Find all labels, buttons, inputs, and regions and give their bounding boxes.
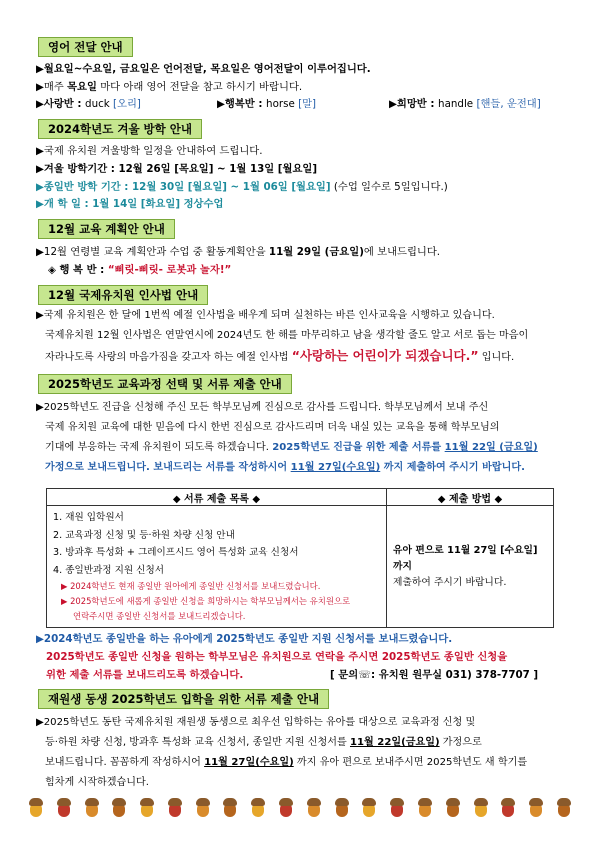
winter-intro: ▶국제 유치원 겨울방학 일정을 안내하여 드립니다. (36, 145, 263, 157)
acorn-icon (56, 798, 72, 818)
class-love-word: ▶사랑반 : duck [오리] (36, 98, 141, 110)
acorn-icon (306, 798, 322, 818)
acorn-icon (556, 798, 572, 818)
acorn-icon (361, 798, 377, 818)
class-hope-word: ▶희망반 : handle [핸들, 운전대] (389, 98, 541, 110)
contact-phone: [ 문의☏: 유치원 원무실 031) 378-7707 ] (330, 669, 539, 681)
submission-method: 유아 편으로 11월 27일 [수요일] 까지 제출하여 주시기 바랍니다. (387, 506, 554, 628)
document-list (47, 506, 387, 628)
acorn-icon (167, 798, 183, 818)
acorn-icon (389, 798, 405, 818)
list-item: 3. 방과후 특성화 + 그레이프시드 영어 특성화 교육 신청서 (53, 547, 299, 558)
acorn-icon (500, 798, 516, 818)
documents-table (46, 488, 554, 628)
afterschool-sent-notice: ▶2024학년도 종일반을 하는 유아에게 2025학년도 종일반 지원 신청서를 보내드렸습니다. (36, 633, 453, 645)
acorn-icon (334, 798, 350, 818)
afterschool-vacation-period: ▶종일반 방학 기간 : 12월 30일 [월요일] ~ 1월 06일 [월요일] (수업 일수로 5일입니다.) (36, 181, 448, 193)
curriculum-text: ▶2025학년도 진급을 신청해 주신 모든 학부모님께 진심으로 감사를 드립니다. 학부모님께서 보내 주신 국제 유치원 교육에 대한 믿음에 다시 한번 진심으로 감사드리며 더욱 내실 있는 교육을 통해 학부모님의 기대에 부응하는 국제 유치원이 되도록 하겠습니다. 2025학년도 진급을 위한 제출 서류를 11월 22일 (금요일) 가정으로 보내드립니다. 보내드리는 서류를 작성하시어 11월 27일(수요일) 까지 제출하여 주시기 바랍니다. (36, 402, 538, 473)
afterschool-note-3: 연락주시면 종일반 신청서를 보내드리겠습니다. (73, 611, 246, 621)
table-header-list: ◆ 서류 제출 목록 ◆ (47, 489, 387, 506)
acorn-icon (195, 798, 211, 818)
acorn-border-icon (28, 798, 572, 820)
list-item: 4. 종일반과정 지원 신청서 (53, 564, 164, 576)
acorn-icon (111, 798, 127, 818)
english-line-2: ▶매주 목요일 마다 아래 영어 전달을 참고 하시기 바랍니다. (36, 81, 303, 93)
acorn-icon (139, 798, 155, 818)
afterschool-apply-notice-2: 위한 제출 서류를 보내드리도록 하겠습니다. (46, 669, 244, 681)
curriculum-section-header: 2025학년도 교육과정 선택 및 서류 제출 안내 (38, 374, 292, 394)
sibling-section-header: 재원생 동생 2025학년도 입학을 위한 서류 제출 안내 (38, 689, 329, 709)
winter-vacation-period: ▶겨울 방학기간 : 12월 26일 [목요일] ~ 1월 13일 [월요일] (36, 163, 318, 175)
acorn-icon (278, 798, 294, 818)
winter-section-header: 2024학년도 겨울 방학 안내 (38, 119, 202, 139)
school-reopen-date: ▶개 학 일 : 1월 14일 [화요일] 정상수업 (36, 198, 224, 210)
acorn-icon (473, 798, 489, 818)
list-item: 1. 재원 입학원서 (53, 512, 124, 523)
plan-line-1: ▶12월 연령별 교육 계획안과 수업 중 활동계획안을 11월 29일 (금요일)에 보내드립니다. (36, 246, 441, 258)
sibling-text: ▶2025학년도 동탄 국제유치원 재원생 동생으로 최우선 입학하는 유아를 대상으로 교육과정 신청 및 등·하원 차량 신청, 방과후 특성화 교육 신청서, 종일반 지원 신청서를 11월 22일(금요일) 가정으로 보내드립니다. 꼼꼼하게 작성하시어 11월 27일(수요일) 까지 유아 편으로 보내주시면 2025학년도 새 학기를 힘차게 시작하겠습니다. (36, 717, 528, 788)
acorn-icon (28, 798, 44, 818)
greeting-section-header: 12월 국제유치원 인사법 안내 (38, 285, 208, 305)
english-section-header: 영어 전달 안내 (38, 37, 133, 57)
table-header-method: ◆ 제출 방법 ◆ (387, 489, 554, 506)
plan-line-2: ◈ 행 복 반 : “삐릿-삐릿- 로봇과 놀자!” (48, 264, 232, 276)
english-line-1: ▶월요일~수요일, 금요일은 언어전달, 목요일은 영어전달이 이루어집니다. (36, 63, 371, 75)
acorn-icon (445, 798, 461, 818)
class-happy-word: ▶행복반 : horse [말] (217, 98, 317, 110)
acorn-icon (250, 798, 266, 818)
greeting-text: ▶국제 유치원은 한 달에 1번씩 예절 인사법을 배우게 되며 실천하는 바른 인사교육을 시행하고 있습니다. 국제유치원 12월 인사법은 연말연시에 2024년도 한 해를 마무리하고 남을 생각할 줄도 알고 서로 돕는 마음이 자라나도록 사랑의 마음가짐을 갖고자 하는 예절 인사법 “사랑하는 어린이가 되겠습니다.” 입니다. (36, 310, 529, 363)
acorn-icon (417, 798, 433, 818)
afterschool-note-1: ▶ 2024학년도 현재 종일반 원아에게 종일반 신청서를 보내드렸습니다. (61, 581, 321, 591)
acorn-icon (528, 798, 544, 818)
acorn-icon (84, 798, 100, 818)
afterschool-apply-notice-1: 2025학년도 종일반 신청을 원하는 학부모님은 유치원으로 연락을 주시면 2025학년도 종일반 신청을 (46, 651, 508, 663)
list-item: 2. 교육과정 신청 및 등·하원 차량 신청 안내 (53, 529, 235, 541)
acorn-icon (222, 798, 238, 818)
afterschool-note-2: ▶ 2025학년도에 새롭게 종일반 신청을 희망하시는 학부모님께서는 유치원으로 (61, 596, 351, 606)
plan-section-header: 12월 교육 계획안 안내 (38, 219, 175, 239)
